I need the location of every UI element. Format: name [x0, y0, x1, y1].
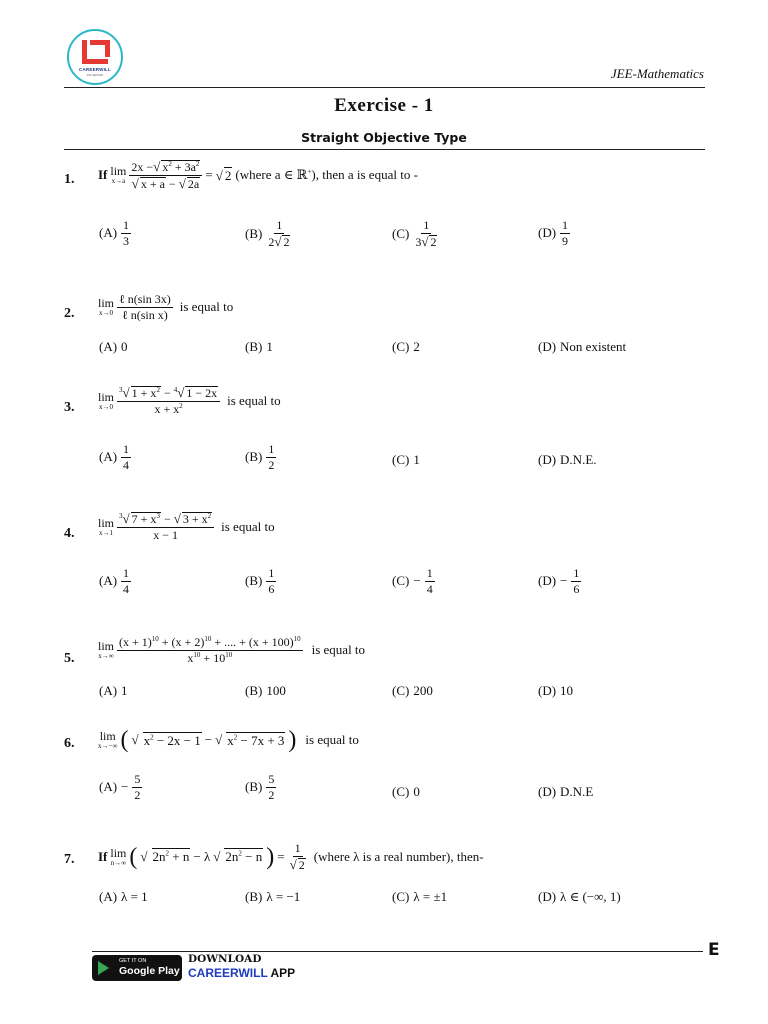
- q4-option-b[interactable]: (B) $\frac{1}{6}$: [245, 566, 275, 596]
- play-store-icon: [98, 961, 109, 975]
- q3-fraction: $\frac{^3√ 1 + x^2 - ^4√ 1 - 2x}{x + x^2}$: [117, 386, 220, 415]
- q6-limit: lim x→−∞: [98, 729, 118, 750]
- footer-divider: [92, 951, 703, 952]
- q1-prefix: If: [98, 167, 108, 183]
- question-4-number: 4.: [64, 526, 75, 541]
- q4-option-d[interactable]: (D) − $\frac{1}{6}$: [538, 566, 580, 596]
- q2-option-a[interactable]: (A) 0: [99, 339, 128, 354]
- subtitle-divider: [64, 149, 705, 150]
- question-5-number: 5.: [64, 651, 75, 666]
- q2-limit: lim x→0: [98, 296, 115, 318]
- q3-option-a[interactable]: (A) $\frac{1}{4}$: [99, 442, 130, 472]
- q7-option-c[interactable]: (C) λ = ±1: [392, 889, 448, 904]
- question-1-number: 1.: [64, 172, 75, 187]
- q6-option-b[interactable]: (B) $\frac{5}{2}$: [245, 772, 275, 802]
- question-5-expression: lim x→∞ $\frac{(x + 1)^{10} + (x + 2)^{10} + .... + (x + 100)^{10}}{x^{10} + 10^{10}}$ is equal to: [98, 635, 366, 665]
- logo-brand: CAREERWILL: [79, 67, 111, 72]
- q7-limit: lim n→∞: [110, 845, 127, 867]
- google-play-badge[interactable]: [92, 955, 182, 981]
- q6-option-d[interactable]: (D) D.N.E: [538, 784, 594, 799]
- page-letter: E: [708, 940, 720, 960]
- q2-option-b[interactable]: (B) 1: [245, 339, 273, 354]
- header-divider: [64, 87, 705, 88]
- q4-limit: lim x→1: [98, 515, 115, 537]
- q5-option-a[interactable]: (A) 1: [99, 683, 128, 698]
- q6-option-a[interactable]: (A) − $\frac{5}{2}$: [99, 772, 141, 802]
- q5-option-c[interactable]: (C) 200: [392, 683, 433, 698]
- exercise-title: Exercise - 1: [334, 95, 434, 116]
- question-3-expression: lim x→0 $\frac{^3√ 1 + x^2 - ^4√ 1 - 2x}{x + x^2}$ is equal to: [98, 385, 281, 416]
- q3-option-c[interactable]: (C) 1: [392, 452, 420, 467]
- q5-limit: lim x→∞: [98, 639, 115, 661]
- question-4-expression: lim x→1 $\frac{^3√ 7 + x^3 - √ 3 + x^2}{x - 1}$ is equal to: [98, 511, 275, 542]
- question-1-expression: If lim x→a $\frac{2x -√ x^2 + 3a^2}{√ x + a - √ 2a}$ = √ 2 (where a ∈ ℝ+), then a is equal to -: [98, 159, 418, 191]
- question-2-number: 2.: [64, 306, 75, 321]
- question-6-expression: lim x→−∞ ( √ $x^2 - 2x - 1$ − √ $x^2 - 7x + 3$ ) is equal to: [98, 727, 359, 753]
- q1-fraction: $\frac{2x -√ x^2 + 3a^2}{√ x + a - √ 2a}$: [129, 160, 202, 190]
- badge-big-text: Google Play: [119, 965, 180, 977]
- q1-option-c[interactable]: (C) $\frac{1}{3√ 2}$: [392, 218, 437, 249]
- q3-option-d[interactable]: (D) D.N.E.: [538, 452, 597, 467]
- q2-fraction: $\frac{\text{ℓ n(sin 3x)}}{\text{ℓ n(sin x)}}$: [119, 292, 171, 322]
- q3-limit: lim x→0: [98, 389, 115, 411]
- question-7-expression: If lim n→∞ ( √ $2n^2 + n$ − λ √ $2n^2 - n$ ) = $\frac{1}{√ 2}$ (where λ is a real number), then-: [98, 841, 484, 872]
- q7-option-b[interactable]: (B) λ = −1: [245, 889, 301, 904]
- q6-option-c[interactable]: (C) 0: [392, 784, 420, 799]
- badge-small-text: GET IT ON: [119, 958, 147, 964]
- q1-option-d[interactable]: (D) $\frac{1}{9}$: [538, 218, 569, 248]
- question-6-number: 6.: [64, 736, 75, 751]
- q7-option-d[interactable]: (D) λ ∈ (−∞, 1): [538, 889, 621, 904]
- q5-fraction: $\frac{(x + 1)^{10} + (x + 2)^{10} + .... + (x + 100)^{10}}{x^{10} + 10^{10}}$: [119, 635, 301, 665]
- careerwill-logo: [67, 29, 123, 85]
- question-2-expression: lim x→0 $\frac{\text{ℓ n(sin 3x)}}{\text{ℓ n(sin x)}}$ is equal to: [98, 292, 234, 322]
- q2-option-c[interactable]: (C) 2: [392, 339, 420, 354]
- q4-option-c[interactable]: (C) − $\frac{1}{4}$: [392, 566, 433, 596]
- logo-tagline: PG GROUP: [86, 73, 104, 77]
- q7-option-a[interactable]: (A) λ = 1: [99, 889, 148, 904]
- q4-option-a[interactable]: (A) $\frac{1}{4}$: [99, 566, 130, 596]
- subject-label: JEE-Mathematics: [610, 66, 704, 81]
- q4-fraction: $\frac{^3√ 7 + x^3 - √ 3 + x^2}{x - 1}$: [117, 512, 214, 541]
- q3-option-b[interactable]: (B) $\frac{1}{2}$: [245, 442, 275, 472]
- question-7-number: 7.: [64, 852, 75, 867]
- q1-condition: (where a ∈ ℝ+), then a is equal to -: [235, 167, 418, 183]
- q2-option-d[interactable]: (D) Non existent: [538, 339, 627, 354]
- q5-option-d[interactable]: (D) 10: [538, 683, 574, 698]
- app-label: CAREERWILL APP: [188, 966, 296, 980]
- download-label: DOWNLOAD: [188, 953, 262, 965]
- q1-option-b[interactable]: (B) $\frac{1}{2√ 2}$: [245, 218, 290, 249]
- question-3-number: 3.: [64, 400, 75, 415]
- q1-limit: lim x→a: [110, 164, 127, 186]
- exercise-subtitle: Straight Objective Type: [301, 130, 467, 145]
- q5-option-b[interactable]: (B) 100: [245, 683, 286, 698]
- q1-option-a[interactable]: (A) $\frac{1}{3}$: [99, 218, 130, 248]
- logo-mark-icon-upper: [90, 40, 110, 57]
